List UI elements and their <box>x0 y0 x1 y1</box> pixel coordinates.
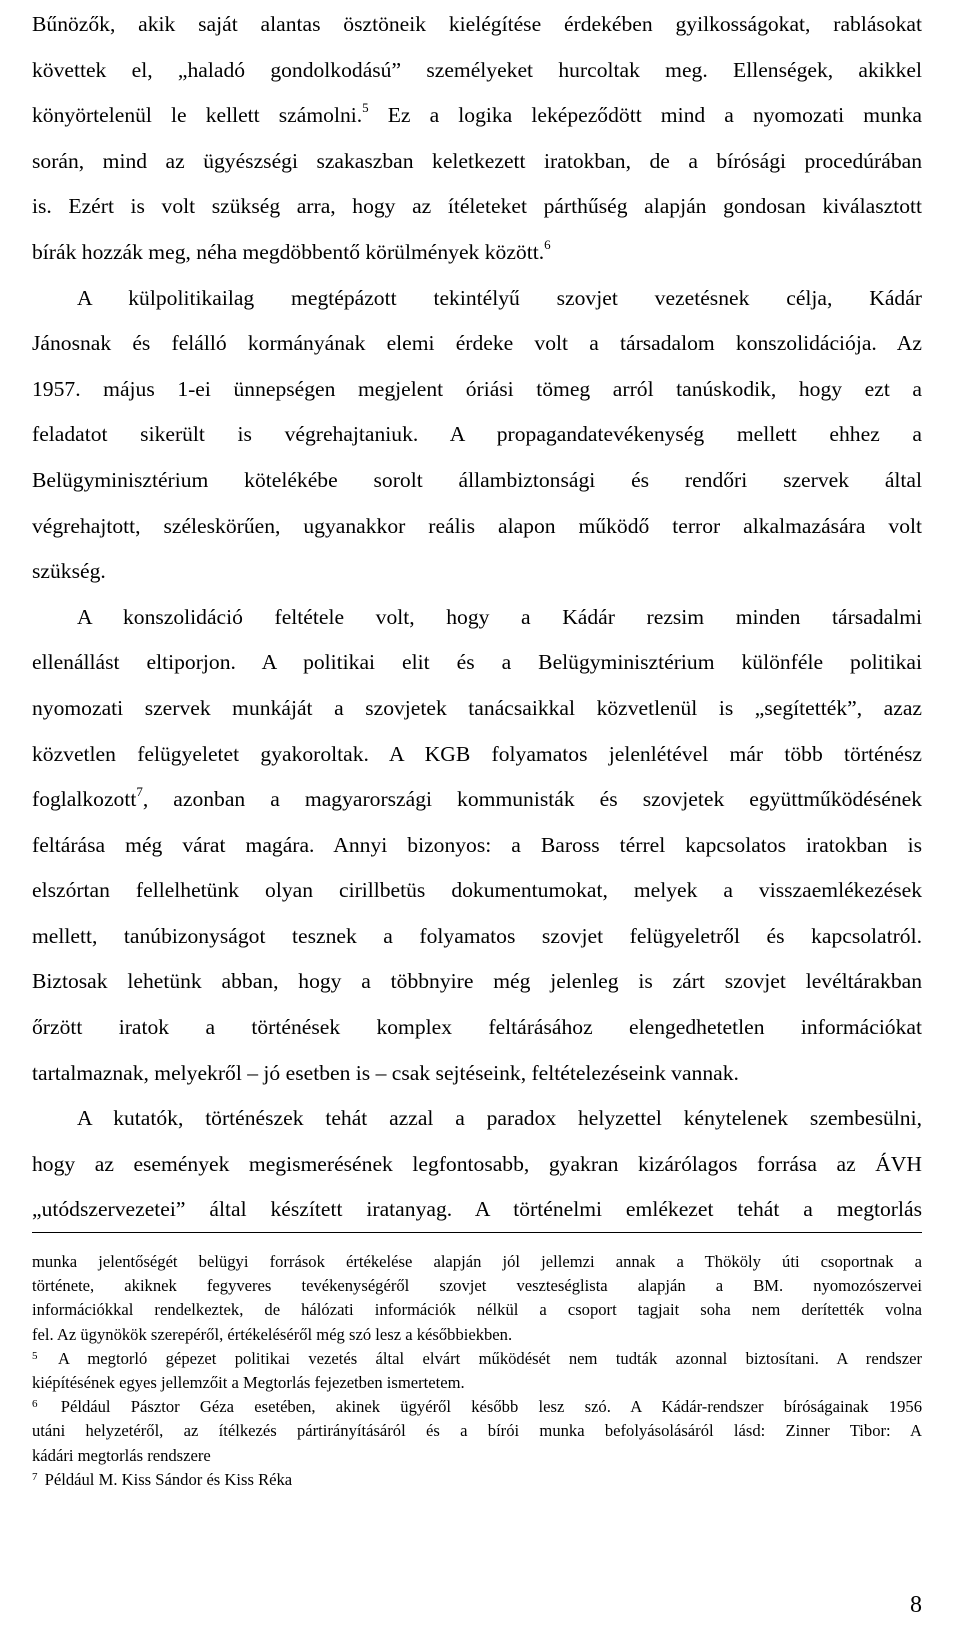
footnote-text: Például Pásztor Géza esetében, akinek ügyéről később lesz szó. A Kádár-rendszer bíróságainak 1956 <box>40 1397 922 1417</box>
paragraph-first-line: A konszolidáció feltétele volt, hogy a Kádár rezsim minden társadalmi <box>77 604 922 629</box>
body-line: hogy az események megismerésének legfontosabb, gyakran kizárólagos forrása az ÁVH <box>32 1151 922 1176</box>
body-line: szükség. <box>32 559 106 584</box>
body-line: során, mind az ügyészségi szakaszban keletkezett iratokban, de a bírósági procedúrában <box>32 148 922 173</box>
footnote-line: információkkal rendelkeztek, de hálózati információk nélkül a csoport tagjait soha nem derítették volna <box>32 1300 922 1320</box>
body-line: 1957. május 1-ei ünnepségen megjelent óriási tömeg arról tanúskodik, hogy ezt a <box>32 376 922 401</box>
paragraph-first-line: A külpolitikailag megtépázott tekintélyű szovjet vezetésnek célja, Kádár <box>77 285 922 310</box>
body-line: közvetlen felügyeletet gyakoroltak. A KGB folyamatos jelenlétével már több történész <box>32 741 922 766</box>
footnotes <box>32 1250 922 1492</box>
body-line: tartalmaznak, melyekről – jó esetben is – csak sejtéseink, feltételezéseink vannak. <box>32 1060 739 1085</box>
body-line-text: könyörtelenül le kellett számolni. <box>32 103 363 128</box>
body-line: nyomozati szervek munkáját a szovjetek tanácsaikkal közvetlenül is „segítették”, azaz <box>32 695 922 720</box>
footnote-number: 6 <box>32 1398 38 1411</box>
body-line-text: , azonban a magyarországi kommunisták és szovjetek együttműködésének <box>142 787 922 812</box>
footnote-line: munka jelentőségét belügyi források értékelése alapján jól jellemzi annak a Thököly úti csoportnak a <box>32 1252 922 1271</box>
footnote-5 <box>32 1347 922 1371</box>
body-line: követtek el, „haladó gondolkodású” személyeket hurcoltak meg. Ellenségek, akikkel <box>32 57 922 82</box>
footnote-number: 7 <box>32 1470 38 1483</box>
page-number: 8 <box>910 1592 922 1618</box>
body-line <box>32 230 922 276</box>
body-line: Bűnözők, akik saját alantas ösztöneik kielégítése érdekében gyilkosságokat, rablásokat <box>32 12 922 36</box>
body-line-text: foglalkozott <box>32 787 137 812</box>
footnote-6 <box>32 1395 922 1419</box>
body-line: elszórtan fellelhetünk olyan cirillbetüs dokumentumokat, melyek a visszaemlékezések <box>32 878 922 903</box>
footnote-text: Például M. Kiss Sándor és Kiss Réka <box>40 1469 293 1489</box>
body-line-text: bírák hozzák meg, néha megdöbbentő körülmények között. <box>32 239 545 264</box>
body-line: mellett, tanúbizonyságot tesznek a folyamatos szovjet felügyeletről és kapcsolatról. <box>32 923 922 948</box>
footnote-ref-7[interactable]: 7 <box>136 783 143 799</box>
footnote-line: utáni helyzetéről, az ítélkezés pártirányításáról és a bírói munka befolyásolásáról lásd: Zinner Tibor: A <box>32 1421 922 1441</box>
body-line: „utódszervezetei” által készített iratanyag. A történelmi emlékezet tehát a megtorlás <box>32 1197 922 1222</box>
footnote-number: 5 <box>32 1349 38 1362</box>
body-line: is. Ezért is volt szükség arra, hogy az ítéleteket párthűség alapján gondosan kiválasztott <box>32 194 922 219</box>
body-line-text: Ez a logika leképeződött mind a nyomozati munka <box>368 103 922 128</box>
footnote-line: kiépítésének egyes jellemzőit a Megtorlás fejezetben ismertetem. <box>32 1373 465 1393</box>
body-line: Jánosnak és felálló kormányának elemi érdeke volt a társadalom konszolidációja. Az <box>32 331 922 356</box>
body-line: feltárása még várat magára. Annyi bizonyos: a Baross térrel kapcsolatos iratokban is <box>32 832 922 857</box>
body-line <box>32 93 922 139</box>
body-line: őrzött iratok a történések komplex feltárásához elengedhetetlen információkat <box>32 1015 922 1040</box>
body-line: Belügyminisztérium kötelékébe sorolt állambiztonsági és rendőri szervek által <box>32 467 922 492</box>
footnote-7 <box>32 1468 922 1492</box>
footnote-ref-6[interactable]: 6 <box>544 236 551 252</box>
body-line: végrehajtott, széleskörűen, ugyanakkor reális alapon működő terror alkalmazására volt <box>32 513 922 538</box>
footnote-line: kádári megtorlás rendszere <box>32 1445 211 1465</box>
paragraph-first-line: A kutatók, történészek tehát azzal a paradox helyzettel kénytelenek szembesülni, <box>77 1106 922 1131</box>
footnote-text: A megtorló gépezet politikai vezetés által elvárt működését nem tudták azonnal biztosítani. A rendszer <box>40 1348 922 1368</box>
body-line: ellenállást eltiporjon. A politikai elit és a Belügyminisztérium különféle politikai <box>32 650 922 675</box>
footnote-line: fel. Az ügynökök szerepéről, értékeléséről még szó lesz a későbbiekben. <box>32 1324 513 1344</box>
footnote-line: története, akiknek fegyveres tevékenységéről szovjet veszteséglista alapján a BM. nyomozószervei <box>32 1276 922 1296</box>
body-text <box>32 2 922 1233</box>
footnote-ref-5[interactable]: 5 <box>362 100 369 115</box>
footnote-separator <box>32 1232 922 1233</box>
body-line: feladatot sikerült is végrehajtaniuk. A propagandatevékenység mellett ehhez a <box>32 422 922 447</box>
body-line <box>32 777 922 823</box>
body-line: Biztosak lehetünk abban, hogy a többnyire még jelenleg is zárt szovjet levéltárakban <box>32 969 922 994</box>
